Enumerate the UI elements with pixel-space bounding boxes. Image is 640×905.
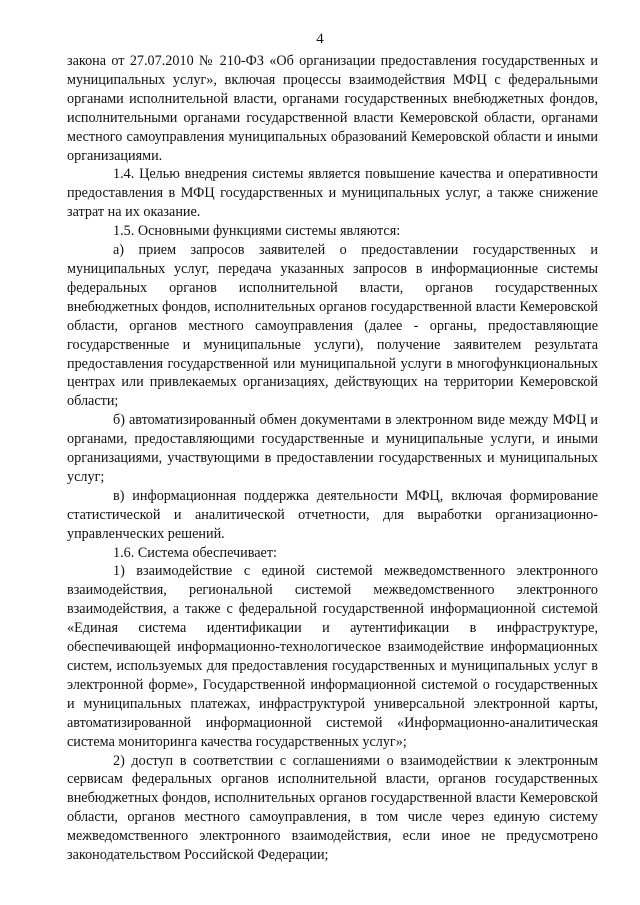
paragraph-1-5: 1.5. Основными функциями системы являются: [113, 223, 401, 240]
paragraph-1-5-b: б) автоматизированный обмен документами в электронном виде между МФЦ и органами, предоставляющими государственные и муниципальные услуги, и иными организациями, участвующими в предоставлении государственных и муниципальных услуг; [67, 412, 598, 485]
paragraph-1-5-a: а) прием запросов заявителей о предоставлении государственных и муниципальных услуг, передача указанных запросов в информационные системы федеральных органов исполнительной власти, органов государственных внебюджетных фондов, исполнительных органов государственной власти Кемеровской области, органов местного самоуправления (далее - органы, предоставляющие государственные и муниципальные услуги), получение заявителем результата предоставления государственной или муниципальной услуги в многофункциональных центрах или привлекаемых организациях, действующих на территории Кемеровской области; [67, 242, 598, 410]
document-body [67, 52, 598, 865]
paragraph-law-reference: закона от 27.07.2010 № 210-ФЗ «Об организации предоставления государственных и муниципальных услуг», включая процессы взаимодействия МФЦ с федеральными органами исполнительной власти, органами государственных внебюджетных фондов, исполнительными органами государственной власти Кемеровской области, органами местного самоуправления муниципальных образований Кемеровской области и иными организациями. [67, 53, 598, 164]
paragraph-1-4: 1.4. Целью внедрения системы является повышение качества и оперативности предоставления в МФЦ государственных и муниципальных услуг, а также снижение затрат на их оказание. [67, 166, 598, 221]
paragraph-1-6-1: 1) взаимодействие с единой системой межведомственного электронного взаимодействия, региональной системой межведомственного электронного взаимодействия, а также с федеральной государственной информационной системой «Единая система идентификации и аутентификации в инфраструктуре, обеспечивающей информационно-технологическое взаимодействие информационных систем, используемых для предоставления государственных и муниципальных услуг в электронной форме», Государственной информационной системой о государственных и муниципальных платежах, инфраструктурой универсальной электронной карты, автоматизированной информационной системой «Информационно-аналитическая система мониторинга качества государственных услуг»; [67, 563, 598, 750]
paragraph-1-6-2: 2) доступ в соответствии с соглашениями о взаимодействии к электронным сервисам федеральных органов исполнительной власти, органов государственных внебюджетных фондов, исполнительных органов государственной власти Кемеровской области, органов местного самоуправления, в том числе через единую систему межведомственного электронного взаимодействия, если иное не предусмотрено законодательством Российской Федерации; [67, 752, 598, 864]
paragraph-1-6: 1.6. Система обеспечивает: [113, 544, 277, 561]
paragraph-1-5-v: в) информационная поддержка деятельности МФЦ, включая формирование статистической и аналитической отчетности, для выработки организационно-управленческих решений. [67, 487, 598, 542]
page-number: 4 [316, 31, 324, 47]
